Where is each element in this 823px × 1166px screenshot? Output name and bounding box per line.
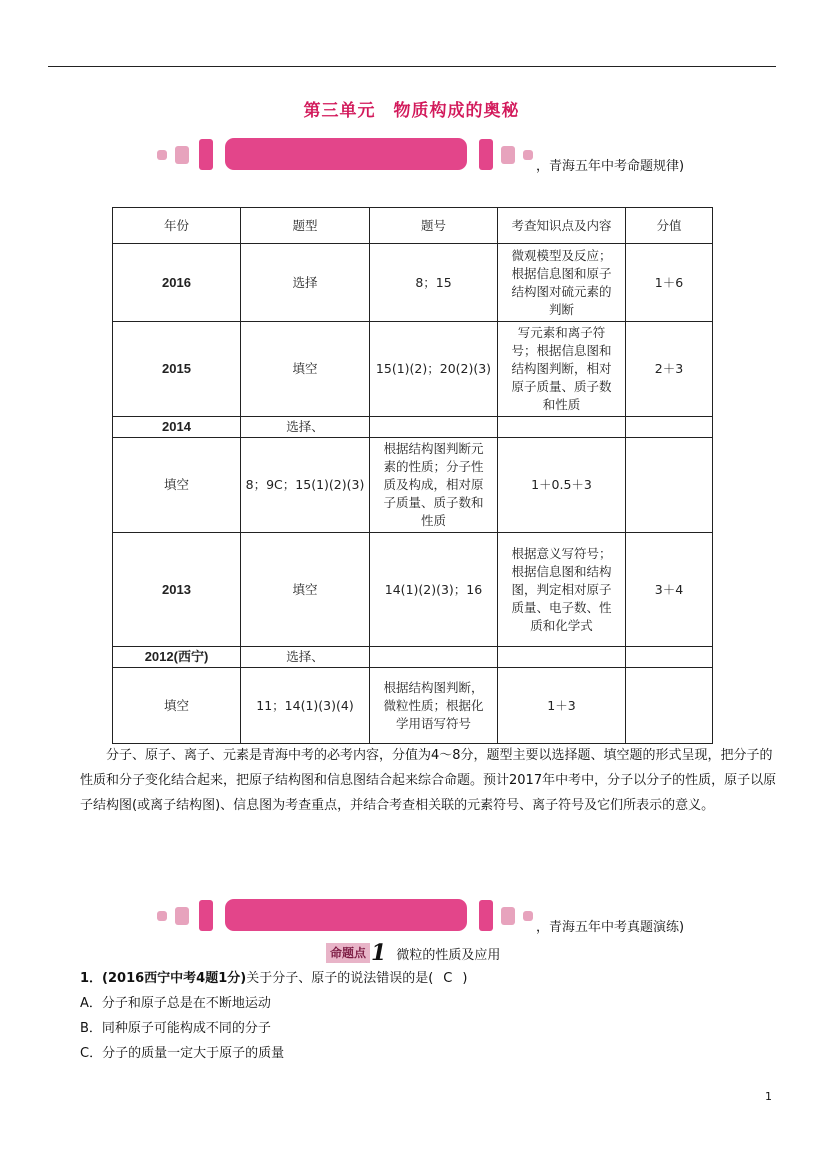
header-cell: 分值 <box>626 208 713 244</box>
cell <box>626 668 713 744</box>
question-close: ) <box>462 971 468 986</box>
summary-paragraph <box>80 743 780 818</box>
point-label: 命题点 <box>326 943 370 963</box>
cell: 根据结构图判断元素的性质；分子性质及构成，相对原子质量、质子数和性质 <box>370 438 498 533</box>
header-cell: 考查知识点及内容 <box>498 208 626 244</box>
header-cell: 题型 <box>241 208 370 244</box>
cell: 1＋3 <box>498 668 626 744</box>
option-b: B．同种原子可能构成不同的分子 <box>80 1021 271 1036</box>
page-number: 1 <box>765 1090 772 1103</box>
header-cell: 题号 <box>370 208 498 244</box>
point-number: 1 <box>371 940 387 966</box>
cell: 8；15 <box>370 244 498 322</box>
question-answer: C <box>443 971 453 986</box>
cell: 填空 <box>241 322 370 417</box>
section-banner-2 <box>157 899 547 933</box>
top-rule <box>48 66 776 67</box>
cell: 根据意义写符号；根据信息图和结构图，判定相对原子质量、电子数、性质和化学式 <box>498 533 626 647</box>
cell <box>498 417 626 438</box>
table-row <box>113 438 713 533</box>
question-source: (2016西宁中考4题1分) <box>102 971 247 986</box>
option-c: C．分子的质量一定大于原子的质量 <box>80 1046 285 1061</box>
cell <box>370 417 498 438</box>
cell: 11；14(1)(3)(4) <box>241 668 370 744</box>
header-cell: 年份 <box>113 208 241 244</box>
question-number: 1． <box>80 971 103 986</box>
page-title: 第三单元 物质构成的奥秘 <box>303 101 520 121</box>
banner-caption-2: ，青海五年中考真题演练) <box>536 920 685 935</box>
year-cell: 2016 <box>113 244 241 322</box>
cell: 根据结构图判断，微粒性质；根据化学用语写符号 <box>370 668 498 744</box>
table-row <box>113 533 713 647</box>
cell: 写元素和离子符号；根据信息图和结构图判断，相对原子质量、质子数和性质 <box>498 322 626 417</box>
cell <box>626 438 713 533</box>
table-row <box>113 417 713 438</box>
cell: 填空 <box>241 533 370 647</box>
cell: 微观模型及反应；根据信息图和原子结构图对硫元素的判断 <box>498 244 626 322</box>
year-cell: 2015 <box>113 322 241 417</box>
cell <box>626 647 713 668</box>
cell: 1＋0.5＋3 <box>498 438 626 533</box>
year-cell: 2012(西宁) <box>113 647 241 668</box>
table-header-row <box>113 208 713 244</box>
cell: 3＋4 <box>626 533 713 647</box>
banner-pill <box>225 138 467 170</box>
question-1 <box>80 969 467 989</box>
cell: 14(1)(2)(3)；16 <box>370 533 498 647</box>
cell: 填空 <box>113 438 241 533</box>
section-banner-1 <box>157 138 547 172</box>
question-stem: 关于分子、原子的说法错误的是( <box>246 971 434 986</box>
summary-text: 分子、原子、离子、元素是青海中考的必考内容，分值为4～8分，题型主要以选择题、填空题的形式呈现，把分子的性质和分子变化结合起来，把原子结构图和信息图结合起来综合命题。预计2017年中考中，分子以分子的性质，原子以原子结构图(或离子结构图)、信息图为考查重点，并结合考查相关联的元素符号、离子符号及它们所表示的意义。 <box>80 748 777 813</box>
year-cell: 2013 <box>113 533 241 647</box>
banner-caption-1: ，青海五年中考命题规律) <box>536 159 685 174</box>
cell: 1＋6 <box>626 244 713 322</box>
topic-point-tag <box>326 942 500 964</box>
point-topic: 微粒的性质及应用 <box>396 947 501 963</box>
exam-table <box>112 207 713 744</box>
cell: 填空 <box>113 668 241 744</box>
cell: 2＋3 <box>626 322 713 417</box>
cell <box>370 647 498 668</box>
table-row <box>113 668 713 744</box>
cell: 15(1)(2)；20(2)(3) <box>370 322 498 417</box>
table-row <box>113 322 713 417</box>
option-a: A．分子和原子总是在不断地运动 <box>80 996 271 1011</box>
banner-pill <box>225 899 467 931</box>
cell: 选择、 <box>241 417 370 438</box>
year-cell: 2014 <box>113 417 241 438</box>
cell <box>498 647 626 668</box>
cell: 选择 <box>241 244 370 322</box>
table-row <box>113 244 713 322</box>
cell: 选择、 <box>241 647 370 668</box>
cell <box>626 417 713 438</box>
table-row <box>113 647 713 668</box>
cell: 8；9C；15(1)(2)(3) <box>241 438 370 533</box>
